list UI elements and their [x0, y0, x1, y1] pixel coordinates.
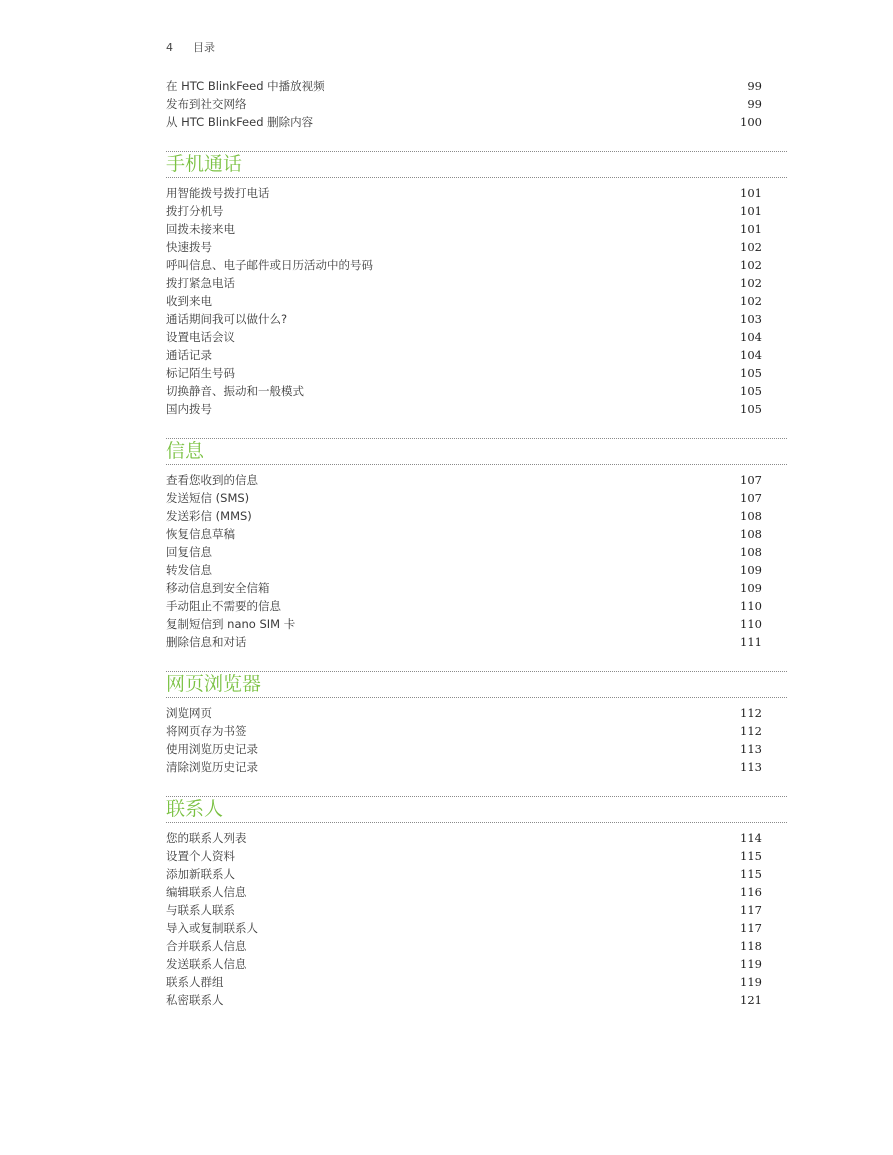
toc-entry-page: 110: [740, 599, 762, 613]
toc-entry-page: 113: [740, 760, 762, 774]
toc-entry-page: 119: [740, 975, 762, 989]
toc-entry-title: 收到来电: [166, 294, 212, 308]
toc-entry[interactable]: [166, 704, 762, 722]
toc-entry[interactable]: [166, 597, 762, 615]
toc-entry-title: 手动阻止不需要的信息: [166, 599, 281, 613]
toc-entry-title: 导入或复制联系人: [166, 921, 258, 935]
section-header: [166, 151, 787, 178]
toc-entry[interactable]: [166, 471, 762, 489]
toc-entry-title: 添加新联系人: [166, 867, 235, 881]
toc-entry-page: 104: [740, 348, 762, 362]
toc-entry[interactable]: [166, 919, 762, 937]
header-title: 目录: [193, 41, 215, 54]
toc-entry[interactable]: [166, 561, 762, 579]
toc-entry-page: 107: [740, 491, 762, 505]
toc-entry-page: 101: [740, 222, 762, 236]
toc-entry-title: 国内拨号: [166, 402, 212, 416]
toc-entry-title: 发送短信 (SMS): [166, 491, 250, 505]
toc-entry-page: 109: [740, 581, 762, 595]
toc-entry-page: 105: [740, 366, 762, 380]
page-number: 4: [166, 41, 173, 54]
toc-entry-title: 标记陌生号码: [166, 366, 235, 380]
toc-section: [166, 151, 762, 418]
toc-entry[interactable]: [166, 991, 762, 1009]
toc-entry[interactable]: [166, 525, 762, 543]
toc-entry[interactable]: [166, 364, 762, 382]
toc-entry[interactable]: [166, 829, 762, 847]
section-title[interactable]: 网页浏览器: [166, 673, 262, 695]
toc-entry-title: 发布到社交网络: [166, 97, 247, 111]
toc-entry-title: 编辑联系人信息: [166, 885, 247, 899]
toc-entry-title: 与联系人联系: [166, 903, 235, 917]
toc-entry-title: 拨打分机号: [166, 204, 224, 218]
toc-entry-title: 设置电话会议: [166, 330, 235, 344]
toc-entry-page: 99: [747, 79, 762, 93]
toc-entry-title: 查看您收到的信息: [166, 473, 258, 487]
toc-entry-page: 108: [740, 527, 762, 541]
toc-entry-page: 105: [740, 384, 762, 398]
section-header: [166, 438, 787, 465]
toc-section: [166, 796, 762, 1009]
toc-entry[interactable]: [166, 184, 762, 202]
toc-entry-title: 恢复信息草稿: [166, 527, 235, 541]
toc-entry-page: 101: [740, 186, 762, 200]
toc-entry-page: 111: [740, 635, 762, 649]
toc-entry-page: 114: [740, 831, 762, 845]
toc-entry[interactable]: [166, 489, 762, 507]
toc-entry[interactable]: [166, 740, 762, 758]
toc-entry-page: 102: [740, 258, 762, 272]
toc-entry[interactable]: [166, 865, 762, 883]
table-of-contents: [166, 77, 762, 1009]
toc-entry-title: 您的联系人列表: [166, 831, 247, 845]
toc-entry-page: 105: [740, 402, 762, 416]
toc-entry-title: 联系人群组: [166, 975, 224, 989]
toc-entry[interactable]: [166, 310, 762, 328]
toc-entry-page: 119: [740, 957, 762, 971]
toc-entry-page: 118: [740, 939, 762, 953]
toc-entry-title: 发送彩信 (MMS): [166, 509, 252, 523]
toc-entry-title: 切换静音、振动和一般模式: [166, 384, 304, 398]
section-title[interactable]: 手机通话: [166, 153, 243, 175]
toc-entry[interactable]: [166, 95, 762, 113]
toc-entry-page: 110: [740, 617, 762, 631]
toc-entry-title: 将网页存为书签: [166, 724, 247, 738]
toc-entry[interactable]: [166, 220, 762, 238]
toc-entry-page: 116: [740, 885, 762, 899]
toc-entry[interactable]: [166, 937, 762, 955]
toc-entry-title: 从 HTC BlinkFeed 删除内容: [166, 115, 314, 129]
toc-entry-title: 私密联系人: [166, 993, 224, 1007]
toc-entry-title: 复制短信到 nano SIM 卡: [166, 617, 296, 631]
toc-entry-title: 设置个人资料: [166, 849, 235, 863]
section-title[interactable]: 信息: [166, 440, 205, 462]
toc-entry-title: 删除信息和对话: [166, 635, 247, 649]
toc-entry-page: 107: [740, 473, 762, 487]
toc-entry[interactable]: [166, 113, 762, 131]
toc-section: [166, 671, 762, 776]
page-header: [166, 41, 215, 55]
toc-entry[interactable]: [166, 615, 762, 633]
toc-entry-title: 回复信息: [166, 545, 212, 559]
toc-entry-title: 快速拨号: [166, 240, 212, 254]
section-title[interactable]: 联系人: [166, 798, 224, 820]
toc-entry-title: 拨打紧急电话: [166, 276, 235, 290]
toc-entry[interactable]: [166, 400, 762, 418]
toc-entry[interactable]: [166, 202, 762, 220]
toc-entry-title: 发送联系人信息: [166, 957, 247, 971]
toc-entry[interactable]: [166, 256, 762, 274]
toc-entry-page: 104: [740, 330, 762, 344]
toc-entry-page: 113: [740, 742, 762, 756]
toc-entry-page: 108: [740, 545, 762, 559]
toc-entry[interactable]: [166, 901, 762, 919]
toc-entry[interactable]: [166, 507, 762, 525]
toc-entry-title: 浏览网页: [166, 706, 212, 720]
toc-entry[interactable]: [166, 847, 762, 865]
toc-entry-title: 通话期间我可以做什么?: [166, 312, 288, 326]
toc-entry[interactable]: [166, 346, 762, 364]
toc-entry-title: 呼叫信息、电子邮件或日历活动中的号码: [166, 258, 373, 272]
toc-entry[interactable]: [166, 382, 762, 400]
toc-entry-title: 回拨未接来电: [166, 222, 235, 236]
toc-entry-page: 102: [740, 240, 762, 254]
toc-entry-page: 101: [740, 204, 762, 218]
toc-entry-page: 117: [740, 921, 762, 935]
toc-entry-page: 112: [740, 706, 762, 720]
toc-entry[interactable]: [166, 238, 762, 256]
toc-entry-page: 102: [740, 276, 762, 290]
section-header: [166, 671, 787, 698]
toc-entry-title: 使用浏览历史记录: [166, 742, 258, 756]
toc-entry[interactable]: [166, 883, 762, 901]
toc-entry-title: 合并联系人信息: [166, 939, 247, 953]
toc-entry-title: 移动信息到安全信箱: [166, 581, 270, 595]
toc-entry-page: 99: [747, 97, 762, 111]
toc-entry[interactable]: [166, 292, 762, 310]
toc-entry-page: 112: [740, 724, 762, 738]
toc-entry-page: 103: [740, 312, 762, 326]
toc-entry[interactable]: [166, 973, 762, 991]
toc-entry[interactable]: [166, 579, 762, 597]
toc-entry[interactable]: [166, 77, 762, 95]
toc-entry-title: 用智能拨号拨打电话: [166, 186, 270, 200]
toc-entry[interactable]: [166, 722, 762, 740]
toc-entry[interactable]: [166, 543, 762, 561]
intro-list: [166, 77, 762, 131]
toc-entry-page: 109: [740, 563, 762, 577]
toc-entry[interactable]: [166, 328, 762, 346]
toc-entry-page: 115: [740, 867, 762, 881]
toc-entry-page: 121: [740, 993, 762, 1007]
toc-entry[interactable]: [166, 955, 762, 973]
toc-entry-page: 117: [740, 903, 762, 917]
toc-entry[interactable]: [166, 274, 762, 292]
toc-entry-page: 108: [740, 509, 762, 523]
toc-section: [166, 438, 762, 651]
toc-entry-title: 转发信息: [166, 563, 212, 577]
toc-entry[interactable]: [166, 633, 762, 651]
toc-entry-title: 在 HTC BlinkFeed 中播放视频: [166, 79, 325, 93]
toc-entry[interactable]: [166, 758, 762, 776]
toc-entry-title: 清除浏览历史记录: [166, 760, 258, 774]
toc-entry-title: 通话记录: [166, 348, 212, 362]
toc-entry-page: 115: [740, 849, 762, 863]
toc-entry-page: 100: [740, 115, 762, 129]
section-header: [166, 796, 787, 823]
toc-entry-page: 102: [740, 294, 762, 308]
